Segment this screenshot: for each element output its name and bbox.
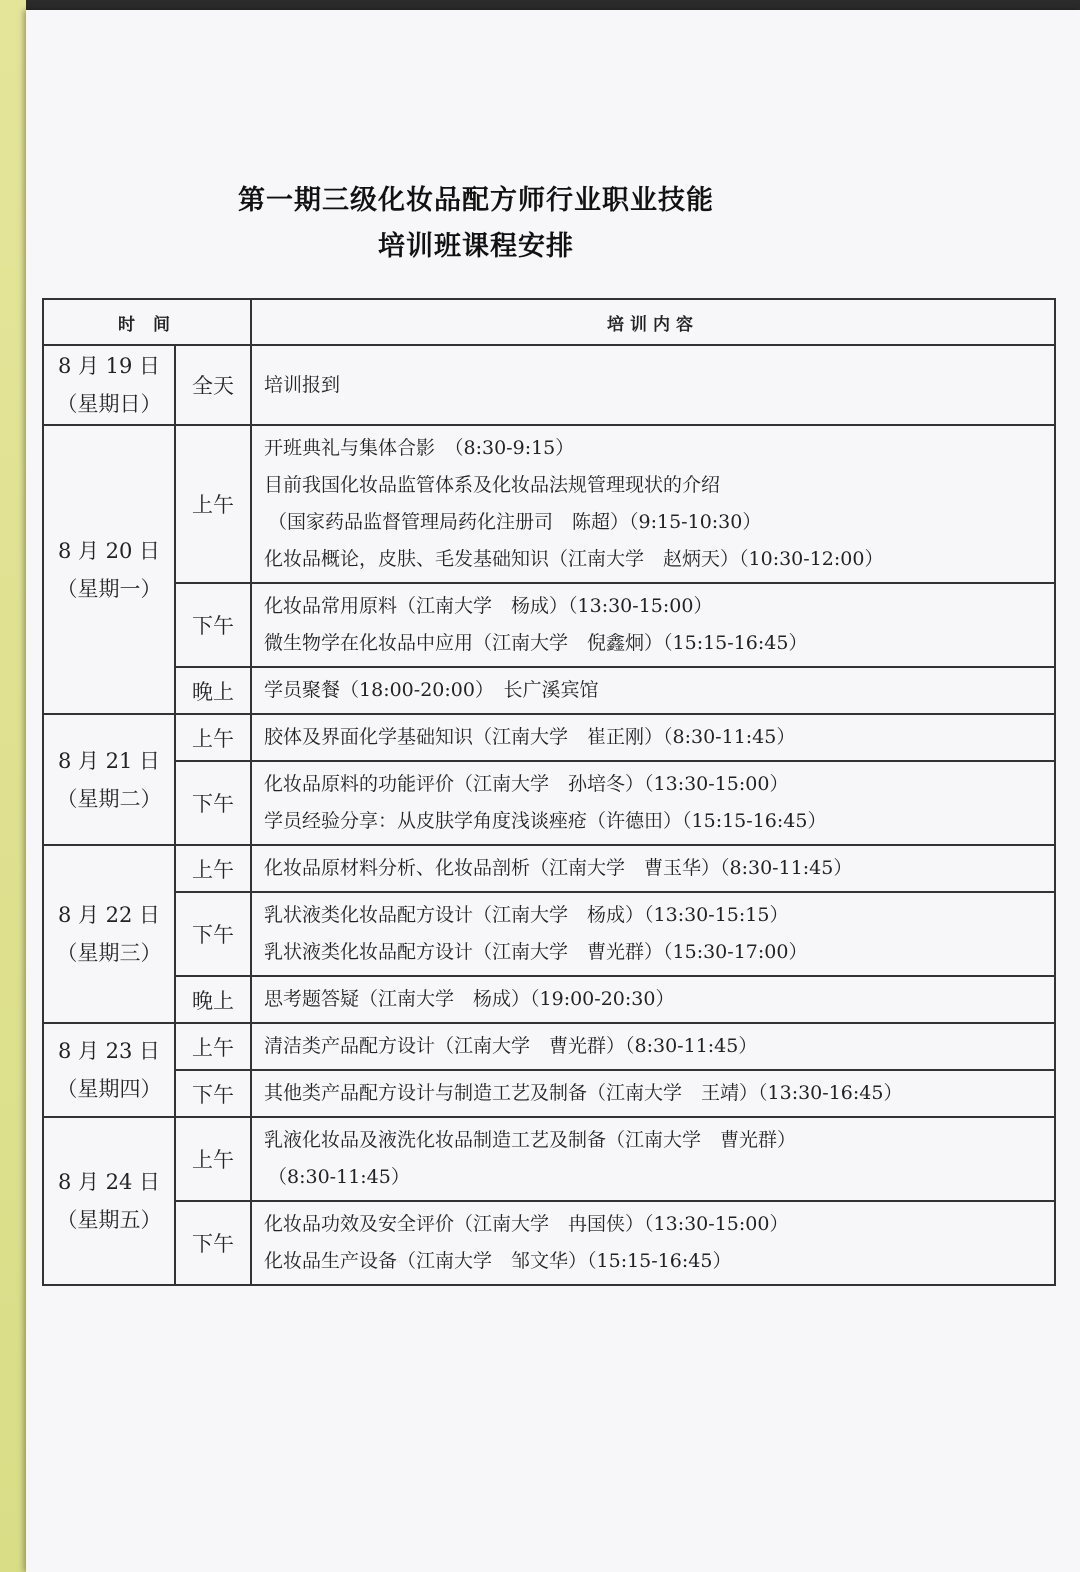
session-line: 开班典礼与集体合影 （8:30-9:15） [264,437,575,459]
period-label: 下午 [175,583,251,667]
table-row [43,714,1055,761]
table-row [43,583,1055,667]
content-cell [251,583,1055,667]
date-cell [43,425,175,714]
weekday-text: （星期三） [56,941,162,965]
session-line: 清洁类产品配方设计（江南大学 曹光群）（8:30-11:45） [264,1035,758,1057]
content-cell [251,845,1055,892]
date-cell [43,714,175,845]
table-row [43,1117,1055,1201]
period-label: 上午 [175,714,251,761]
period-label: 下午 [175,761,251,845]
table-row [43,1070,1055,1117]
session-line: 胶体及界面化学基础知识（江南大学 崔正刚）（8:30-11:45） [264,726,796,748]
period-label: 晚上 [175,976,251,1023]
content-cell [251,1117,1055,1201]
session-line: 学员聚餐（18:00-20:00） 长广溪宾馆 [264,679,599,701]
weekday-text: （星期四） [56,1077,162,1101]
content-cell [251,1070,1055,1117]
title-line-2: 培训班课程安排 [378,231,574,262]
period-label: 晚上 [175,667,251,714]
session-line: 化妆品功效及安全评价（江南大学 冉国侠）（13:30-15:00） [264,1213,789,1235]
table-row [43,345,1055,425]
date-cell [43,1117,175,1285]
session-line: 化妆品原材料分析、化妆品剖析（江南大学 曹玉华）（8:30-11:45） [264,857,853,879]
session-line: 目前我国化妆品监管体系及化妆品法规管理现状的介绍 [264,474,721,496]
session-line: 化妆品概论，皮肤、毛发基础知识（江南大学 赵炳天）（10:30-12:00） [264,548,884,570]
session-line: 乳状液类化妆品配方设计（江南大学 杨成）（13:30-15:15） [264,904,789,926]
date-text: 8 月 23 日 [57,1039,161,1063]
table-row [43,1201,1055,1285]
period-label: 上午 [175,845,251,892]
period-label: 下午 [175,1201,251,1285]
content-cell [251,761,1055,845]
weekday-text: （星期五） [56,1208,162,1232]
schedule-body [43,345,1055,1285]
content-cell [251,1023,1055,1070]
date-cell [43,1023,175,1117]
date-cell [43,345,175,425]
background-binder-edge [0,0,26,1572]
session-line: 培训报到 [264,373,341,396]
date-cell [43,845,175,1023]
table-row [43,976,1055,1023]
session-line: （8:30-11:45） [268,1166,410,1188]
session-line: 学员经验分享：从皮肤学角度浅谈痤疮（许德田）（15:15-16:45） [264,810,827,832]
period-label: 上午 [175,1023,251,1070]
session-line: 思考题答疑（江南大学 杨成）（19:00-20:30） [264,988,675,1010]
date-text: 8 月 22 日 [57,903,161,927]
table-row [43,667,1055,714]
content-cell [251,345,1055,425]
header-content: 培训内容 [251,299,1055,345]
period-label: 上午 [175,425,251,583]
table-row [43,425,1055,583]
session-line: 微生物学在化妆品中应用（江南大学 倪鑫炯）（15:15-16:45） [264,632,808,654]
session-line: 其他类产品配方设计与制造工艺及制备（江南大学 王靖）（13:30-16:45） [264,1082,903,1104]
weekday-text: （星期一） [56,576,162,601]
period-label: 下午 [175,892,251,976]
table-row [43,845,1055,892]
schedule-table [42,298,1056,1286]
period-label: 上午 [175,1117,251,1201]
weekday-text: （星期日） [56,392,162,416]
table-row [43,892,1055,976]
content-cell [251,667,1055,714]
period-label: 全天 [175,345,251,425]
content-cell [251,425,1055,583]
document-title [26,178,926,270]
table-header-row [43,299,1055,345]
session-line: 化妆品生产设备（江南大学 邹文华）（15:15-16:45） [264,1250,732,1272]
content-cell [251,714,1055,761]
period-label: 下午 [175,1070,251,1117]
date-text: 8 月 19 日 [57,354,161,378]
table-row [43,761,1055,845]
session-line: 化妆品常用原料（江南大学 杨成）（13:30-15:00） [264,595,713,617]
date-text: 8 月 20 日 [57,538,161,563]
title-line-1: 第一期三级化妆品配方师行业职业技能 [238,185,714,216]
table-row [43,1023,1055,1070]
weekday-text: （星期二） [56,786,162,811]
content-cell [251,1201,1055,1285]
session-line: 乳状液类化妆品配方设计（江南大学 曹光群）（15:30-17:00） [264,941,808,963]
content-cell [251,976,1055,1023]
session-line: （国家药品监督管理局药化注册司 陈超）（9:15-10:30） [268,511,762,533]
session-line: 乳液化妆品及液洗化妆品制造工艺及制备（江南大学 曹光群） [264,1129,797,1151]
session-line: 化妆品原料的功能评价（江南大学 孙培冬）（13:30-15:00） [264,773,789,795]
date-text: 8 月 24 日 [57,1170,161,1194]
document-page [26,10,1080,1572]
header-time: 时 间 [43,299,251,345]
date-text: 8 月 21 日 [57,748,161,773]
content-cell [251,892,1055,976]
